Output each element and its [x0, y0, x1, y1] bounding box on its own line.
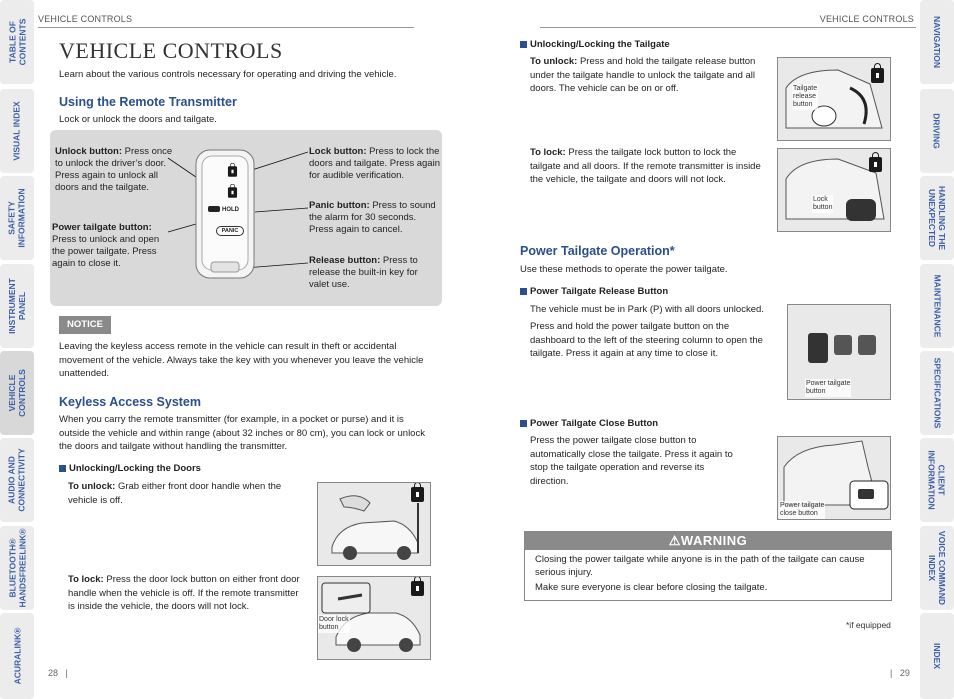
right-tab-label: SPECIFICATIONS: [932, 357, 942, 429]
header-rule-right: [540, 27, 916, 28]
unlock-text: Press once to unlock the driver’s door. Press again to unlock all doors and the tailgate.: [55, 146, 173, 193]
power-tailgate-heading: Power Tailgate Operation*: [520, 244, 675, 258]
warning-header: [525, 532, 891, 550]
tailgate-unlock-icon: [871, 68, 884, 83]
power-tailgate-button-image: [787, 304, 891, 400]
left-tab-5[interactable]: [0, 438, 34, 522]
keyless-heading: Keyless Access System: [59, 395, 201, 409]
warning-text-1: Closing the power tailgate while anyone is in the path of the tailgate can cause serious injury.: [535, 554, 865, 578]
right-tab-7[interactable]: [920, 613, 954, 699]
right-tab-1[interactable]: [920, 89, 954, 173]
fob-tailgate-button: [208, 205, 248, 216]
right-tab-label: HANDLING THE UNEXPECTED: [927, 185, 948, 251]
doors-unlock-label: To unlock:: [68, 481, 116, 492]
tailgate-lock-label: To lock:: [530, 147, 566, 158]
lock-label: Lock button:: [309, 146, 367, 157]
tailgate-lock-text: [530, 146, 762, 187]
right-tab-0[interactable]: [920, 0, 954, 84]
lock-text: Press to lock the doors and tailgate. Press again for audible verification.: [309, 146, 440, 181]
subheading-bullet: [59, 465, 66, 472]
panic-label: Panic button:: [309, 200, 370, 211]
doors-lock-text: [68, 573, 300, 614]
right-tab-label: CLIENT INFORMATION: [927, 450, 947, 510]
left-tab-label: AUDIO AND CONNECTIVITY: [7, 448, 27, 512]
warning-label: WARNING: [680, 533, 748, 548]
tailgate-close-image: [777, 436, 891, 520]
subheading-bullet: [520, 288, 527, 295]
page-number-right: | 29: [890, 668, 910, 678]
left-tab-0[interactable]: [0, 0, 34, 84]
doors-unlock-body: Grab either front door handle when the vehicle is off.: [68, 481, 282, 506]
right-tab-label: INDEX: [931, 643, 942, 669]
release-text: Press to release the built-in key for valet use.: [309, 255, 418, 290]
left-tab-label: VISUAL INDEX: [12, 101, 23, 161]
release-subheading: [520, 286, 668, 297]
tailgate-subheading-text: Unlocking/Locking the Tailgate: [530, 39, 670, 50]
tailgate-lock-icon: [869, 157, 882, 172]
intro-text: Learn about the various controls necessary for operating and driving the vehicle.: [59, 69, 397, 80]
doors-unlock-text: [68, 480, 300, 507]
close-text: Press the power tailgate close button to automatically close the tailgate. Press it again to stop the tailgate operation and reverse its direction.: [530, 435, 733, 487]
right-tab-6[interactable]: [920, 526, 954, 610]
right-tab-label: NAVIGATION: [932, 15, 943, 69]
door-unlock-icon: [411, 487, 424, 502]
left-tab-7[interactable]: [0, 613, 34, 699]
doors-subheading: [59, 463, 201, 474]
power-tailgate-button-caption: Power tailgate button: [806, 380, 851, 395]
page-number-right-value: 29: [899, 668, 910, 678]
tailgate-lock-body: Press the tailgate lock button to lock the tailgate and all doors. If the remote transmitter is inside the vehicle, the tailgate and doors will not lock.: [530, 147, 761, 185]
page-number-left-value: 28: [48, 668, 59, 678]
left-tab-label: SAFETY INFORMATION: [7, 188, 27, 248]
warning-triangle-icon: ⚠: [668, 533, 681, 548]
tailgate-unlock-text: [530, 55, 762, 96]
release-text-1: The vehicle must be in Park (P) with all doors unlocked.: [530, 304, 764, 315]
remote-heading: Using the Remote Transmitter: [59, 95, 237, 109]
left-tab-6[interactable]: [0, 526, 34, 610]
remote-text: Lock or unlock the doors and tailgate.: [59, 114, 217, 125]
left-tab-label: VEHICLE CONTROLS: [7, 369, 28, 417]
close-subheading: [520, 418, 658, 429]
warning-text-2: Make sure everyone is clear before closing the tailgate.: [535, 582, 768, 593]
subheading-bullet: [520, 420, 527, 427]
left-tab-label: BLUETOOTH® HANDSFREELINK®: [7, 528, 27, 608]
fob-unlock-icon: [228, 166, 237, 177]
unlock-label: Unlock button:: [55, 146, 123, 157]
door-lock-icon: [411, 581, 424, 596]
page-title: VEHICLE CONTROLS: [59, 38, 283, 63]
doors-subheading-text: Unlocking/Locking the Doors: [69, 463, 201, 474]
left-tab-1[interactable]: [0, 89, 34, 173]
tailgate-label: Power tailgate button:: [52, 222, 152, 233]
footnote: *if equipped: [846, 620, 891, 630]
release-text-2: Press and hold the power tailgate button on the dashboard to the left of the steering column to open the tailgate. Press it again at any time to close it.: [530, 321, 763, 359]
right-tab-label: DRIVING: [932, 113, 943, 149]
door-lock-caption: Door lock button: [319, 616, 349, 631]
door-lock-image: [317, 576, 431, 660]
tailgate-unlock-body: Press and hold the tailgate release button under the tailgate handle to unlock the tailgate and all doors. The vehicle can be on or off.: [530, 56, 756, 94]
right-tab-label: MAINTENANCE: [932, 274, 942, 338]
left-tab-4[interactable]: [0, 351, 34, 435]
right-tab-label: VOICE COMMAND INDEX: [927, 530, 948, 606]
doors-lock-body: Press the door lock button on either front door handle when the vehicle is off. If the remote transmitter is inside the vehicle, the doors will not lock.: [68, 574, 300, 612]
page-header-left: VEHICLE CONTROLS: [38, 14, 133, 24]
tailgate-close-caption: Power tailgate close button: [780, 502, 825, 517]
subheading-bullet: [520, 41, 527, 48]
remote-diagram-panel: [50, 130, 442, 306]
tailgate-lock-caption: Lock button: [813, 196, 833, 211]
warning-box: [524, 531, 892, 601]
left-tab-label: ACURALINK®: [12, 627, 23, 685]
keyless-text: When you carry the remote transmitter (for example, in a pocket or purse) and it is outside the vehicle and within range (about 32 inches or 80 cm), you can lock or unlock the doors and tailgate without handling the transmitter.: [59, 414, 425, 452]
key-fob-illustration: [50, 130, 442, 306]
right-tab-4[interactable]: [920, 351, 954, 435]
doors-lock-label: To lock:: [68, 574, 104, 585]
release-subheading-text: Power Tailgate Release Button: [530, 286, 669, 297]
header-rule-left: [38, 27, 414, 28]
left-tab-3[interactable]: [0, 264, 34, 348]
panic-text: Press to sound the alarm for 30 seconds. Press again to cancel.: [309, 200, 436, 235]
tailgate-release-caption: Tailgate release button: [793, 85, 818, 108]
tailgate-release-image: [777, 57, 891, 141]
fob-panic-button: PANIC: [216, 226, 244, 236]
release-label: Release button:: [309, 255, 381, 266]
notice-label: NOTICE: [59, 316, 111, 334]
right-tab-5[interactable]: [920, 438, 954, 522]
right-tab-2[interactable]: [920, 176, 954, 260]
left-tab-label: INSTRUMENT PANEL: [7, 278, 28, 334]
page-header-right: VEHICLE CONTROLS: [819, 14, 914, 24]
notice-text: Leaving the keyless access remote in the vehicle can result in theft or accidental movement of the vehicle. Always take the key with you whenever you leave the vehicle unattended.: [59, 341, 424, 379]
page-number-left: 28 |: [48, 668, 68, 678]
tailgate-text: Press to unlock and open the power tailgate. Press again to close it.: [52, 234, 160, 269]
right-tab-3[interactable]: [920, 264, 954, 348]
left-tab-label: TABLE OF CONTENTS: [7, 18, 27, 66]
close-subheading-text: Power Tailgate Close Button: [530, 418, 659, 429]
power-tailgate-intro: Use these methods to operate the power tailgate.: [520, 264, 728, 275]
door-unlock-image: [317, 482, 431, 566]
tailgate-unlock-label: To unlock:: [530, 56, 578, 67]
tailgate-subheading: [520, 39, 670, 50]
fob-hold-label: HOLD: [222, 207, 239, 213]
left-tab-2[interactable]: [0, 176, 34, 260]
fob-lock-icon: [228, 187, 237, 198]
tailgate-lock-image: [777, 148, 891, 232]
